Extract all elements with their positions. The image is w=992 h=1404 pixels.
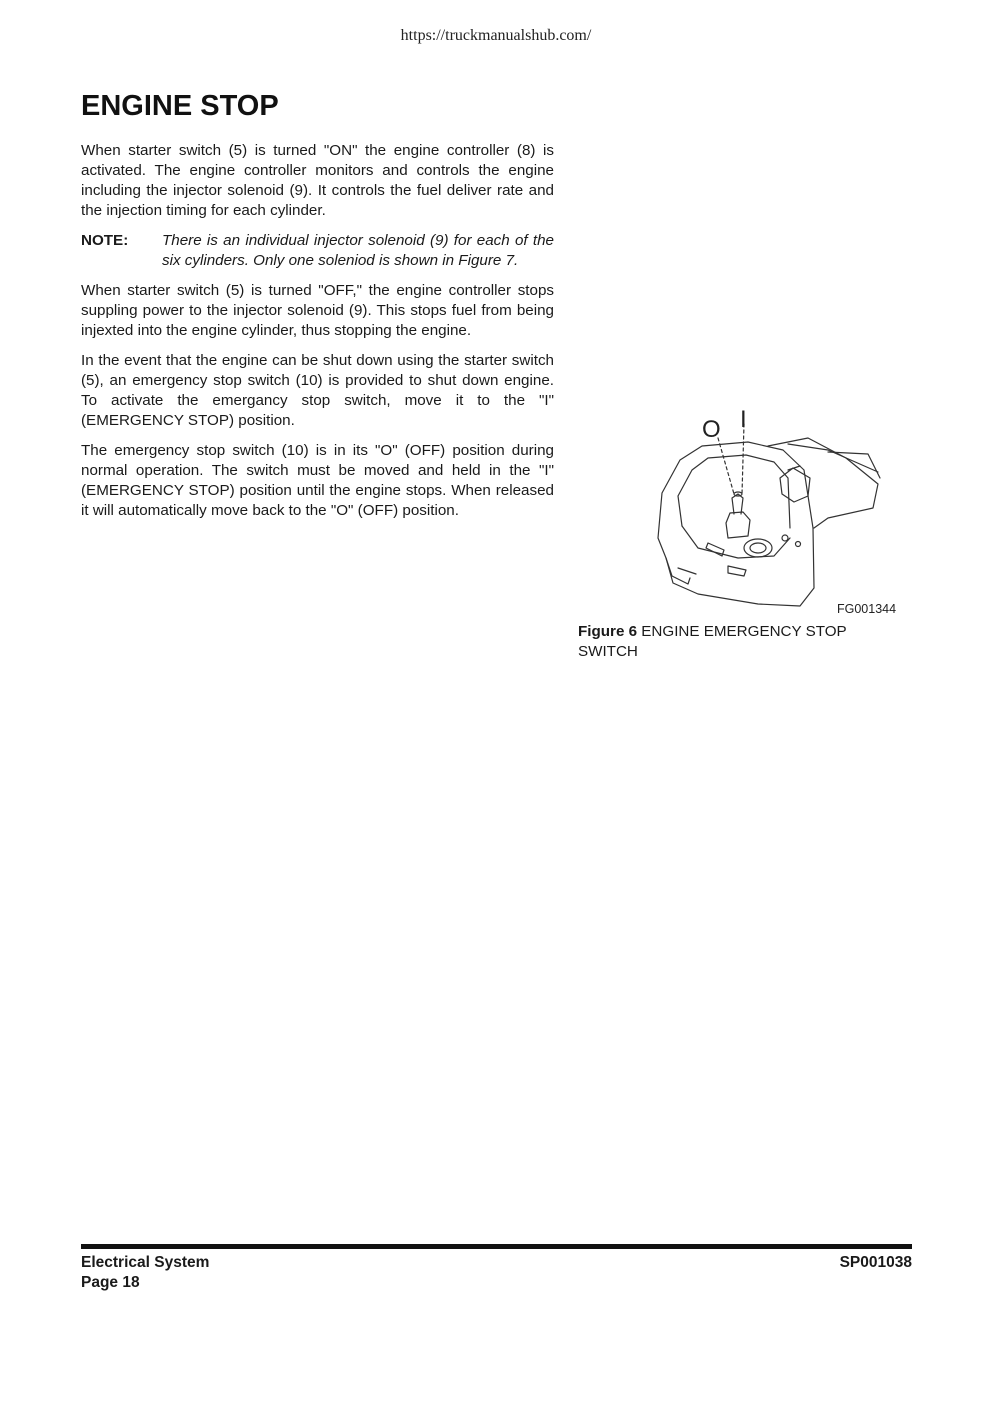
footer-doc-id: SP001038	[839, 1254, 912, 1271]
section-title: ENGINE STOP	[81, 90, 279, 122]
body-column	[81, 141, 554, 531]
off-position-label: O	[702, 416, 721, 443]
note-block	[81, 231, 554, 271]
note-text: There is an individual injector solenoid (9) for each of the six cylinders. Only one soleniod is shown in Figure 7.	[162, 232, 554, 269]
on-position-label: I	[740, 406, 747, 433]
body-paragraph-1: When starter switch (5) is turned "ON" the engine controller (8) is activated. The engine controller monitors and controls the engine including the injector solenoid (9). It controls the fuel deliver rate and the injection timing for each cylinder.	[81, 142, 554, 219]
footer-divider	[81, 1244, 912, 1249]
emergency-stop-switch-illustration	[578, 398, 908, 623]
body-paragraph-2: When starter switch (5) is turned "OFF," the engine controller stops suppling power to the injector solenoid (9). This stops fuel from being injexted into the engine cylinder, thus stopping the engine.	[81, 282, 554, 339]
figure-caption-text: ENGINE EMERGENCY STOP SWITCH	[578, 623, 847, 660]
figure-code: FG001344	[837, 602, 897, 616]
body-paragraph-3: In the event that the engine can be shut down using the starter switch (5), an emergency stop switch (10) is provided to shut down engine. To activate the emergancy stop switch, move it to the "I" (EMERGENCY STOP) position.	[81, 352, 554, 429]
figure-caption	[578, 622, 898, 662]
figure-number: Figure 6	[578, 623, 638, 640]
footer-section-name: Electrical System	[81, 1254, 210, 1271]
note-label: NOTE:	[81, 232, 129, 249]
footer-left	[81, 1253, 209, 1293]
footer-page-number: Page 18	[81, 1274, 140, 1291]
source-url: https://truckmanualshub.com/	[400, 27, 592, 44]
body-paragraph-4: The emergency stop switch (10) is in its "O" (OFF) position during normal operation. The switch must be moved and held in the "I" (EMERGENCY STOP) position until the engine stops. When released it will automatically move back to the "O" (OFF) position.	[81, 442, 554, 519]
